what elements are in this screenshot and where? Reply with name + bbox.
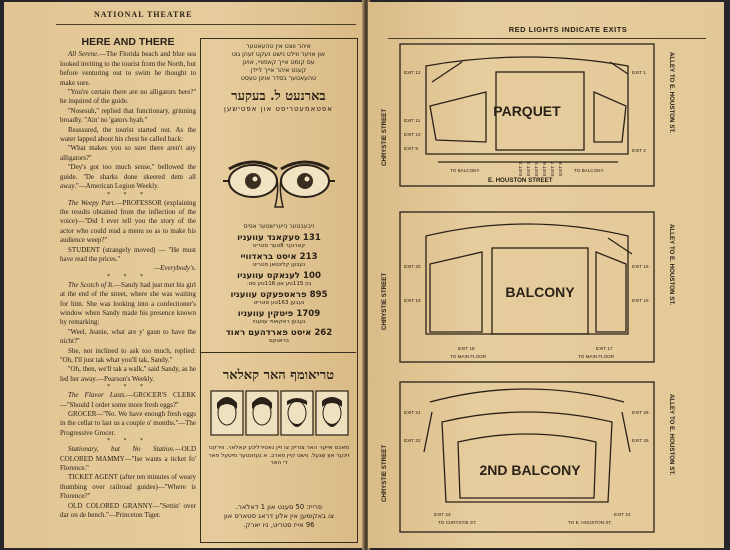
story-text: ''Weel, Jeanie, what are y' gaun to have the nicht?'': [60, 327, 196, 346]
header-rule: [56, 24, 356, 25]
exit-label: EXIT 22: [404, 438, 421, 443]
story-text: —The Florida beach and blue sea looked inviting to the tourist from the North, but before venturing out to swim he thought to make sure.: [60, 50, 196, 87]
story-text: ''What makes you so sure there aren't any alligators?'': [60, 144, 196, 162]
story-paragraph: [60, 365, 196, 384]
office-addresses: [207, 233, 351, 345]
exit-label: EXIT 4: [526, 162, 531, 176]
ad-intro-line: עס קומט אייך קאפוויי, אויגן: [242, 59, 315, 66]
story-paragraph: [60, 347, 196, 366]
story-paragraph: [60, 246, 196, 265]
floor-note: TO MAIN FLOOR: [450, 354, 487, 359]
story-text: STUDENT (strangely moved) — ''He must have read the prices.'': [60, 245, 196, 263]
story-paragraph: [60, 445, 196, 473]
story-all-serene: [60, 50, 196, 191]
exit-label: EXIT 3: [518, 162, 523, 176]
running-head: RED LIGHTS INDICATE EXITS: [508, 25, 628, 34]
street-label: ALLEY TO E. HOUSTON ST.: [668, 52, 675, 134]
office-address-note: נעבען ראקאוויי עוועניו: [252, 319, 306, 325]
column-heading: HERE AND THERE: [81, 36, 175, 48]
exit-label: EXIT 26: [632, 410, 649, 415]
street-note: TO E. HOUSTON ST.: [568, 520, 612, 525]
street-label: E. HOUSTON STREET: [488, 177, 553, 184]
story-text: GROCER—''No. We have enough fresh eggs in the cellar to last us a couple o' months.''—The Progressive Grocer.: [60, 410, 196, 437]
price-line: צו באקומען אין אלע דראג סטארס און: [223, 512, 335, 520]
story-paragraph: [60, 107, 196, 126]
price-line: 96 אייז סטריט, ניו יארק.: [243, 521, 315, 529]
office-address: 131 סעקאנד עוועניו: [237, 233, 321, 243]
floor-note: TO MAIN FLOOR: [578, 354, 615, 359]
exit-label: EXIT 18: [458, 346, 475, 351]
plan-name-balcony: BALCONY: [505, 284, 575, 300]
balcony-right-seats: [596, 252, 626, 332]
story-title: Stationary, but No Station.: [68, 445, 175, 454]
story-paragraph: [60, 328, 196, 347]
story-weepy-part: [60, 199, 196, 265]
exit-label: EXIT 19: [404, 298, 421, 303]
exit-label: EXIT 17: [596, 346, 613, 351]
exit-label: EXIT 10: [404, 132, 421, 137]
ad-hair-title: טריאומף האר קאלאר: [222, 368, 335, 383]
exit-label: EXIT 24: [614, 512, 631, 517]
office-address: 100 לענאקס עוועניו: [237, 271, 321, 281]
second-balcony-seats: [442, 412, 612, 502]
ad-intro-line: קענט איהר אייך ליידן: [250, 67, 307, 74]
exit-label: EXIT 1: [632, 70, 646, 75]
story-paragraph: [60, 473, 196, 501]
office-address-note: בראנקס: [269, 338, 289, 344]
story-flavor-lasts: [60, 391, 196, 438]
balcony-note: TO BALCONY: [450, 168, 480, 173]
exit-label: EXIT 23: [434, 512, 451, 517]
story-text: Reassured, the tourist started out. As the water lapped about his chest he called back:: [60, 125, 196, 144]
exit-label: EXIT 7: [550, 162, 555, 176]
story-text: TICKET AGENT (after ten minutes of weary thumbing over railroad guides)—''Where is Florence?'': [60, 473, 196, 501]
ad-intro-line: טהעאטער בסדר אויגן טעסט: [240, 75, 317, 82]
seating-plans: [368, 2, 724, 548]
story-paragraph: [60, 410, 196, 438]
separator-stars: * * *: [107, 438, 149, 445]
street-label: CHRYSTIE STREET: [381, 108, 388, 166]
price-line: פרייז: 50 סענט און 1 דאלאר.: [235, 503, 323, 511]
office-address-note: נעבען 163טע סטריט: [253, 300, 305, 306]
exit-label: EXIT 15: [632, 298, 649, 303]
exit-label: EXIT 16: [632, 264, 649, 269]
running-head: NATIONAL THEATRE: [94, 10, 193, 19]
hair-color-ad: [201, 361, 356, 541]
exit-label: EXIT 25: [632, 438, 649, 443]
office-address: 213 איסט בראדוויי: [240, 252, 318, 262]
story-text: ''Oh, then, we'll tak a walk,'' said Sandy, as he led her away.—Pearson's Weekly.: [60, 365, 196, 383]
here-and-there-column: [60, 38, 196, 521]
story-text: OLD COLORED GRANNY—''Settin' over dar on de bench.''—Princeton Tiger.: [60, 501, 196, 520]
ad-hair-text: מאכט אייער האר צוריק צו זיין נאטירליכע קאלאר. ווירקט זיכער און שנעל. נישט קיין פארב. א געזונטער מיטעל פאר די האר: [208, 445, 350, 467]
office-address-note: נעבען קלינטאן סטריט: [252, 262, 306, 268]
exit-label: EXIT 9: [404, 146, 418, 151]
story-title: The Flavor Lasts.: [68, 391, 127, 400]
balcony-left-seats: [430, 252, 482, 332]
story-paragraph: [60, 199, 196, 246]
story-paragraph: [60, 502, 196, 521]
street-label: ALLEY TO E. HOUSTON ST.: [668, 224, 675, 306]
story-text: —GROCER'S CLERK—''Should I order some more fresh eggs?'': [60, 391, 196, 409]
street-note: TO CHRYSTIE ST.: [438, 520, 477, 525]
office-list: [207, 223, 351, 347]
optometrist-ad: [201, 39, 356, 353]
story-title: The Weepy Part.: [68, 198, 116, 207]
street-label: ALLEY TO E. HOUSTON ST.: [668, 394, 675, 476]
left-page: [4, 2, 364, 548]
parquet-right-seats: [594, 92, 626, 142]
story-source: —Everybody's.: [153, 264, 196, 273]
parquet-stair: [432, 62, 462, 82]
story-paragraph: [60, 88, 196, 107]
story-text: —Sandy had just met his girl at the end of the street, where she was waiting for him. She was looking into a confectioner's window when Sandy made his presence known by remarking:: [60, 280, 196, 327]
ad-optometrist-name: בארנעט ל. בעקער: [231, 89, 326, 104]
office-address: 262 איסט פארדהעם ראוד: [225, 328, 333, 338]
story-title: The Scotch of It.: [68, 280, 114, 289]
second-balcony-front: [430, 389, 624, 402]
story-text: ''Nosesuh,'' replied that functionary, grinning broadly. ''Ain' no 'gators hyah.'': [60, 106, 196, 125]
story-text: ''You're certain there are no alligators here?'' he inquired of the guide.: [60, 88, 196, 106]
office-address: 1709 פיטקין עוועניו: [237, 309, 321, 319]
story-paragraph: [60, 391, 196, 410]
ad-profession: אפטאמעטריסט און אפטישען: [224, 105, 333, 113]
plan-name-parquet: PARQUET: [493, 103, 561, 119]
office-address: 895 פראספעקט עוועניו: [230, 290, 328, 300]
exit-label: EXIT 6: [542, 162, 547, 176]
ad-hair-price: [207, 503, 351, 530]
balcony-tier: [426, 224, 628, 334]
story-paragraph: [60, 163, 196, 191]
separator-stars: * * *: [107, 273, 149, 280]
ad-intro: [206, 43, 351, 83]
exit-label: EXIT 2: [632, 148, 646, 153]
ad-intro-line: און אויער ווילט נישט נעקט זעהן גוט: [231, 51, 326, 58]
ad-intro-line: איהר ווצט אין טהעאטער: [246, 43, 311, 50]
story-paragraph: [60, 281, 196, 328]
exit-label: EXIT 20: [404, 264, 421, 269]
story-paragraph: [60, 144, 196, 163]
story-text: —OLD COLORED MAMMY—''Ise wants a ticket fo' Florence.'': [60, 445, 196, 473]
parquet-left-seats: [430, 92, 486, 142]
story-title: All Serene.: [68, 50, 99, 59]
exit-label: EXIT 11: [404, 118, 421, 123]
advertisement-column: [200, 38, 358, 543]
second-balcony-plan-outline: [400, 382, 654, 532]
right-page: [368, 2, 724, 548]
office-address-note: בין 115טע און 116טע סט.: [246, 281, 312, 287]
office-address-note: קארנער 8טער סטריט: [252, 243, 306, 249]
balcony-note: TO BALCONY: [574, 168, 604, 173]
eyeglasses-illustration: [223, 151, 335, 215]
parquet-stair: [610, 62, 628, 74]
separator-stars: * * *: [107, 191, 149, 198]
exit-label: EXIT 12: [404, 70, 421, 75]
street-label: CHRYSTIE STREET: [381, 444, 388, 502]
story-text: —PROFESSOR (explaining the results obtained from the inflection of the voice)—''Did I ever tell you the story of the actor who could read a menu so as to make his audience weep?'': [60, 198, 196, 245]
portrait-faces-illustration: [209, 389, 349, 437]
street-label: CHRYSTIE STREET: [381, 272, 388, 330]
story-text: ''Dey's got too much sense,'' bellowed the guide. ''De sharks done skeered dem all away.''—American Legion Weekly.: [60, 163, 196, 191]
story-paragraph: [60, 126, 196, 145]
story-text: She, not inclined to ask too much, replied: ''Oh, I'll just tak what you'll tak, Sandy.'': [60, 346, 196, 364]
plan-name-second-balcony: 2ND BALCONY: [479, 462, 581, 478]
exit-label: EXIT 8: [558, 162, 563, 176]
exit-label: EXIT 21: [404, 410, 421, 415]
separator-stars: * * *: [107, 384, 149, 391]
story-paragraph: [60, 50, 196, 88]
story-scotch-of-it: [60, 281, 196, 384]
office-list-intro: זיבעבטער נייערישטער אפיס: [243, 223, 315, 230]
exit-label: EXIT 5: [534, 162, 539, 176]
story-stationary: [60, 445, 196, 520]
